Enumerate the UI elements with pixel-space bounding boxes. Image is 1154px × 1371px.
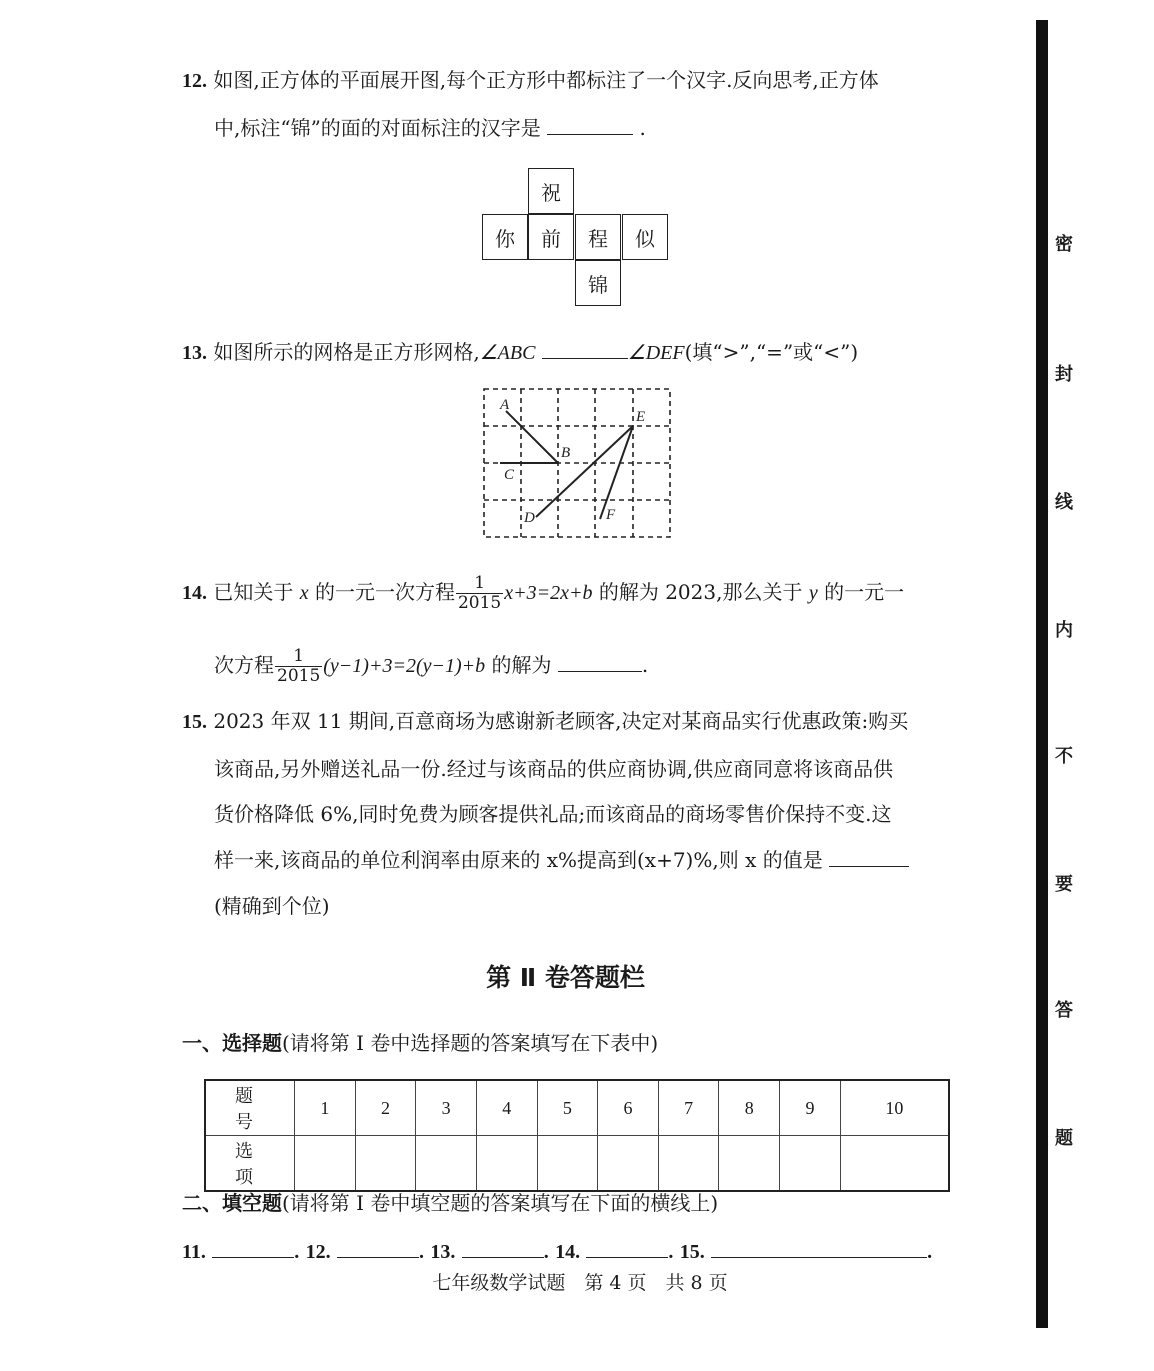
page-footer: 七年级数学试题 第 4 页 共 8 页	[432, 1272, 728, 1294]
fill-label-13: 13.	[430, 1241, 456, 1263]
net-face-si: 似	[622, 214, 668, 260]
fill-label-11: 11.	[182, 1241, 206, 1263]
label-d: D	[524, 510, 535, 526]
q14-text-1: 已知关于	[213, 580, 294, 604]
seal-char-6: 要	[1055, 874, 1073, 895]
q12-answer-blank[interactable]	[547, 116, 633, 135]
label-e: E	[636, 409, 646, 425]
section-title: 第 Ⅱ 卷答题栏	[486, 963, 645, 992]
table-head-option: 选 项	[205, 1136, 295, 1192]
table-cell-num-2: 2	[355, 1080, 416, 1136]
q14-text-3: 的解为 2023,那么关于	[598, 580, 803, 604]
seal-char-2: 封	[1055, 364, 1073, 385]
q14-line2	[214, 645, 648, 686]
part1-note: (请将第 Ⅰ 卷中选择题的答案填写在下表中)	[282, 1031, 659, 1055]
fill-label-12: 12.	[305, 1241, 331, 1263]
q12-period: .	[639, 116, 646, 140]
q13-number: 13.	[182, 342, 207, 364]
q14-var-y: y	[808, 582, 818, 604]
answer-cell-8[interactable]	[719, 1136, 780, 1192]
q15-number: 15.	[182, 711, 207, 733]
angle-grid-figure	[480, 385, 674, 540]
q14-number: 14.	[182, 582, 207, 604]
answer-table	[204, 1079, 950, 1192]
q15-line1	[182, 707, 908, 736]
seal-char-5: 不	[1055, 746, 1073, 767]
table-cell-num-4: 4	[476, 1080, 537, 1136]
part1-heading	[182, 1029, 658, 1057]
net-face-jin: 锦	[575, 260, 621, 306]
table-cell-num-3: 3	[416, 1080, 477, 1136]
q12-line2	[214, 114, 646, 142]
q13-suffix: (填“>”,“=”或“<”)	[684, 340, 859, 364]
part1-label: 一、选择题	[182, 1031, 282, 1055]
table-cell-num-6: 6	[598, 1080, 659, 1136]
angle-def: ∠DEF	[627, 342, 685, 364]
seal-char-1: 密	[1055, 234, 1073, 255]
table-cell-num-1: 1	[295, 1080, 356, 1136]
answer-cell-2[interactable]	[355, 1136, 416, 1192]
q15-answer-blank[interactable]	[829, 848, 909, 867]
net-face-qian: 前	[528, 214, 574, 260]
q14-answer-blank[interactable]	[558, 653, 642, 672]
segment-ed	[536, 426, 633, 517]
answer-cell-4[interactable]	[476, 1136, 537, 1192]
table-row-options	[205, 1136, 949, 1192]
q14-text-4: 的一元一	[824, 580, 905, 604]
q14-fraction-2: $\frac{1}{2015}$	[277, 646, 321, 686]
q12-text-1: 如图,正方体的平面展开图,每个正方形中都标注了一个汉字.反向思考,正方体	[213, 68, 879, 92]
fill-blank-12[interactable]	[337, 1239, 419, 1258]
q15-line2: 该商品,另外赠送礼品一份.经过与该商品的供应商协调,供应商同意将该商品供	[214, 757, 894, 781]
q14-equation-2: (y−1)+3=2(y−1)+b	[323, 655, 486, 677]
q12-number: 12.	[182, 70, 207, 92]
fill-blank-11[interactable]	[212, 1239, 294, 1258]
answer-cell-7[interactable]	[658, 1136, 719, 1192]
answer-cell-10[interactable]	[840, 1136, 949, 1192]
table-cell-num-10: 10	[840, 1080, 949, 1136]
segment-ab	[506, 411, 558, 463]
part2-label: 二、填空题	[182, 1191, 282, 1215]
seal-bar	[1036, 20, 1048, 1328]
table-head-number: 题 号	[205, 1080, 295, 1136]
seal-char-3: 线	[1055, 492, 1073, 513]
label-c: C	[504, 467, 515, 483]
answer-cell-9[interactable]	[780, 1136, 841, 1192]
fill-blank-row: 11. . 12. . 13. . 14. . 15. .	[182, 1241, 933, 1263]
q13-line	[182, 338, 858, 367]
part2-note: (请将第 Ⅰ 卷中填空题的答案填写在下面的横线上)	[282, 1191, 719, 1215]
seal-char-4: 内	[1055, 620, 1073, 641]
q12-line1	[182, 66, 879, 95]
fill-blank-14[interactable]	[586, 1239, 668, 1258]
q12-text-2: 中,标注“锦”的面的对面标注的汉字是	[214, 116, 541, 140]
segment-ef	[600, 426, 633, 519]
q15-text-1: 2023 年双 11 期间,百意商场为感谢新老顾客,决定对某商品实行优惠政策:购买	[213, 709, 909, 733]
fill-label-15: 15.	[679, 1241, 705, 1263]
q15-line4	[214, 846, 909, 874]
table-cell-num-9: 9	[780, 1080, 841, 1136]
table-cell-num-7: 7	[658, 1080, 719, 1136]
q14-text-6: 的解为	[491, 653, 552, 677]
fill-label-14: 14.	[555, 1241, 581, 1263]
q14-line1	[182, 572, 904, 613]
net-face-cheng: 程	[575, 214, 621, 260]
label-a: A	[500, 397, 510, 413]
table-row-numbers	[205, 1080, 949, 1136]
net-face-zhu: 祝	[528, 168, 574, 214]
label-f: F	[606, 507, 616, 523]
answer-cell-3[interactable]	[416, 1136, 477, 1192]
seal-char-7: 答	[1055, 1000, 1073, 1021]
answer-cell-6[interactable]	[598, 1136, 659, 1192]
q14-period: .	[641, 653, 649, 677]
q14-text-5: 次方程	[214, 653, 274, 677]
q15-line3: 货价格降低 6%,同时免费为顾客提供礼品;而该商品的商场零售价保持不变.这	[214, 802, 892, 826]
part2-heading	[182, 1189, 718, 1217]
q15-text-4: 样一来,该商品的单位利润率由原来的 x%提高到(x+7)%,则 x 的值是	[214, 848, 823, 872]
angle-abc: ∠ABC	[479, 342, 536, 364]
seal-char-8: 题	[1055, 1128, 1073, 1149]
q14-var-x: x	[299, 582, 309, 604]
q13-prefix: 如图所示的网格是正方形网格,	[213, 340, 480, 364]
q14-text-2: 的一元一次方程	[314, 580, 455, 604]
label-b: B	[561, 445, 571, 461]
answer-cell-1[interactable]	[295, 1136, 356, 1192]
table-cell-num-5: 5	[537, 1080, 598, 1136]
fill-blank-13[interactable]	[462, 1239, 544, 1258]
answer-cell-5[interactable]	[537, 1136, 598, 1192]
q14-fraction-1: $\frac{1}{2015}$	[457, 573, 502, 613]
q14-equation-1: x+3=2x+b	[504, 582, 593, 604]
table-cell-num-8: 8	[719, 1080, 780, 1136]
q15-line5: (精确到个位)	[214, 894, 330, 918]
fill-blank-15[interactable]	[711, 1239, 927, 1258]
net-face-ni: 你	[482, 214, 528, 260]
q13-answer-blank[interactable]	[542, 340, 628, 359]
